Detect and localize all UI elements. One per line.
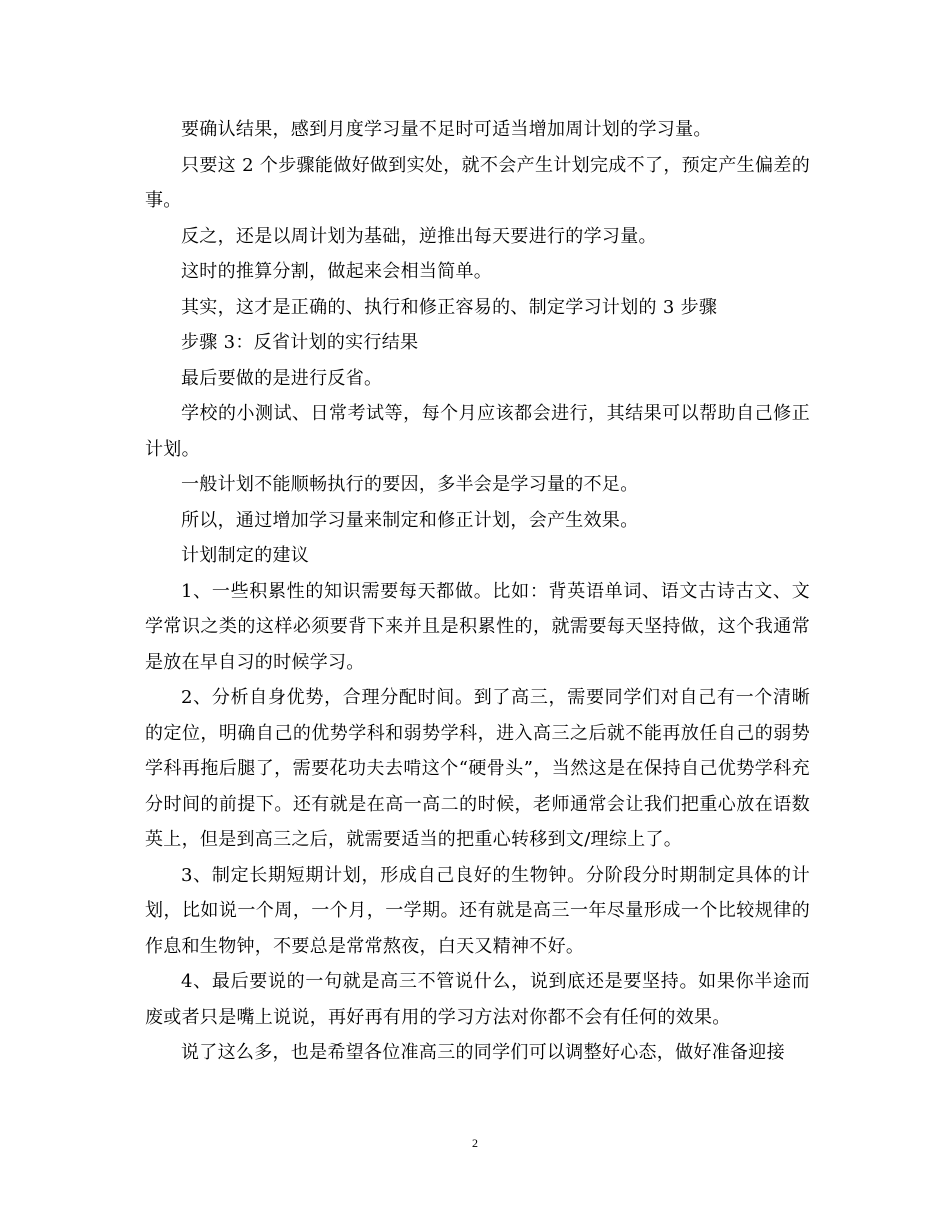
paragraph: 只要这 2 个步骤能做好做到实处，就不会产生计划完成不了，预定产生偏差的事。 [145, 154, 810, 211]
paragraph: 学校的小测试、日常考试等，每个月应该都会进行，其结果可以帮助自己修正计划。 [145, 403, 810, 460]
document-body [145, 112, 810, 1071]
paragraph: 一般计划不能顺畅执行的要因，多半会是学习量的不足。 [181, 474, 639, 495]
list-item: 2、分析自身优势，合理分配时间。到了高三，需要同学们对自己有一个清晰的定位，明确自己的优势学科和弱势学科，进入高三之后就不能再放任自己的弱势学科再拖后腿了，需要花功夫去啃这个“硬骨头”，当然这是在保持自己优势学科充分时间的前提下。还有就是在高一高二的时候，老师通常会让我们把重心放在语数英上，但是到高三之后，就需要适当的把重心转移到文/理综上了。 [145, 687, 810, 850]
section-heading: 步骤 3：反省计划的实行结果 [181, 332, 419, 353]
paragraph: 反之，还是以周计划为基础，逆推出每天要进行的学习量。 [181, 225, 657, 247]
page-number: 2 [472, 1136, 478, 1150]
paragraph: 说了这么多，也是希望各位准高三的同学们可以调整好心态，做好准备迎接 [181, 1042, 785, 1063]
paragraph: 所以，通过增加学习量来制定和修正计划，会产生效果。 [181, 509, 639, 531]
list-item: 3、制定长期短期计划，形成自己良好的生物钟。分阶段分时期制定具体的计划，比如说一个周，一个月，一学期。还有就是高三一年尽量形成一个比较规律的作息和生物钟，不要总是常常熬夜，白天又精神不好。 [145, 864, 810, 957]
paragraph: 最后要做的是进行反省。 [181, 367, 383, 389]
section-heading: 计划制定的建议 [181, 545, 310, 566]
paragraph: 其实，这才是正确的、执行和修正容易的、制定学习计划的 3 步骤 [181, 296, 718, 318]
list-item: 1、一些积累性的知识需要每天都做。比如：背英语单词、语文古诗古文、文学常识之类的这样必须要背下来并且是积累性的，就需要每天坚持做，这个我通常是放在早自习的时候学习。 [145, 580, 810, 673]
paragraph: 这时的推算分割，做起来会相当简单。 [181, 261, 493, 282]
paragraph: 要确认结果，感到月度学习量不足时可适当增加周计划的学习量。 [181, 119, 712, 140]
list-item: 4、最后要说的一句就是高三不管说什么，说到底还是要坚持。如果你半途而废或者只是嘴上说说，再好再有用的学习方法对你都不会有任何的效果。 [145, 971, 810, 1028]
